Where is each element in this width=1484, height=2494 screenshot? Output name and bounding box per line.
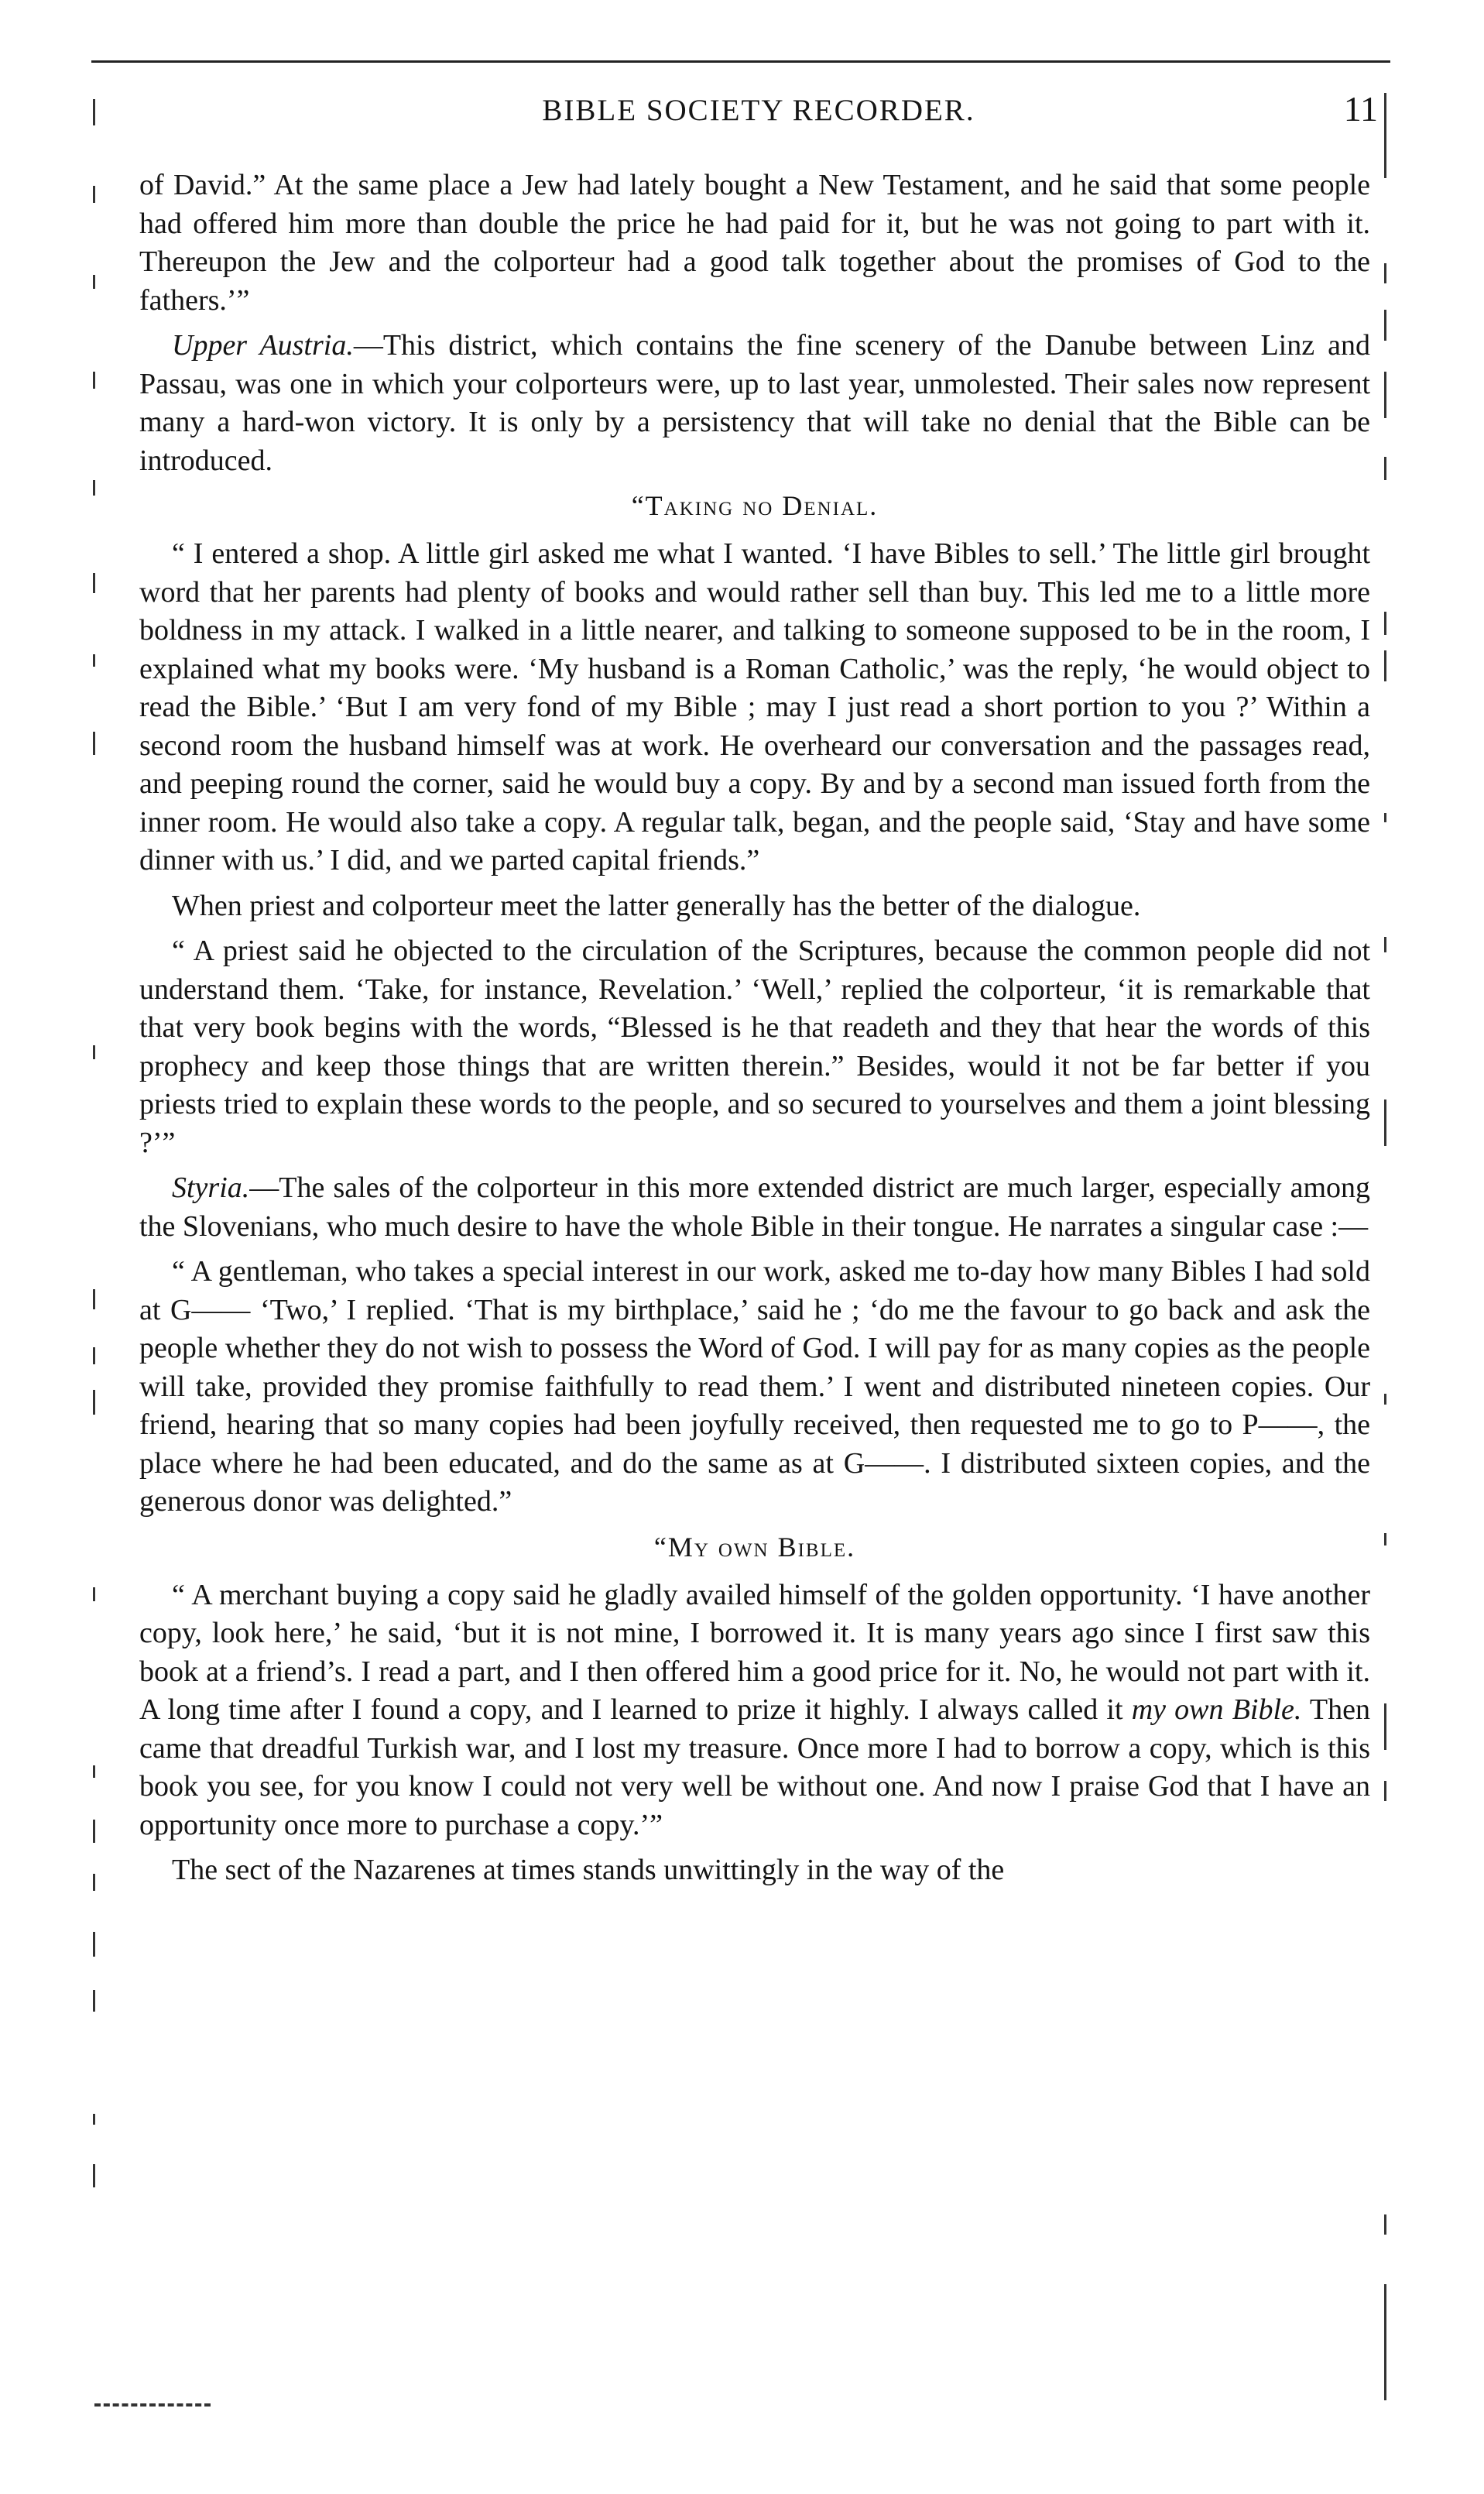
running-head: BIBLE SOCIETY RECORDER. bbox=[542, 94, 975, 127]
left-margin-marks bbox=[93, 77, 98, 2369]
paragraph-shop-story: “ I entered a shop. A little girl asked me what I wanted. ‘I have Bibles to sell.’ The little girl brought word that her parents had plenty of books and would rather sell than buy. This led me to a little more boldness in my attack. I walked in a little nearer, and talking to someone supposed to be in the room, I explained what my books were. ‘My husband is a Roman Catholic,’ was the reply, ‘he would object to read the Bible.’ ‘But I am very fond of my Bible ; may I just read a short portion to you ?’ Within a second room the husband himself was at work. He overheard our conversation and the passages read, and peeping round the corner, said he would buy a copy. By and by a second man issued forth from the inner room. He would also take a copy. A regular talk, began, and the people said, ‘Stay and have some dinner with us.’ I did, and we parted capital friends.” bbox=[139, 537, 1370, 877]
paragraph-continued: of David.” At the same place a Jew had lately bought a New Testament, and he said that some people had offered him more than double the price he had paid for it, but he was not going to part with it. Thereupon the Jew and the colporteur had a good talk together about the promises of God to the fathers.’” bbox=[139, 169, 1370, 317]
section-lead-upper-austria: Upper Austria. bbox=[172, 329, 354, 362]
paragraph-upper-austria-text: —This district, which contains the fine scenery of the Danube between Linz and Passau, was one in which your colporteurs were, up to last year, unmolested. Their sales now represent many a hard-won victory. It is only by a persistency that will take no denial that the Bible can be introduced. bbox=[139, 329, 1370, 477]
paragraph-styria bbox=[139, 1169, 1370, 1246]
paragraph-merchant bbox=[139, 1576, 1370, 1845]
paragraph-merchant-emphasis: my own Bible. bbox=[1131, 1693, 1302, 1726]
paragraph-merchant-text-b: Then came that dreadful Turkish war, and I lost my treasure. Once more I had to borrow a copy, which is this book you see, for you know I could not very well be without one. And now I praise God that I have an opportunity once more to purchase a copy.’” bbox=[139, 1693, 1370, 1841]
paragraph-merchant-text-a: “ A merchant buying a copy said he gladly availed himself of the golden opportunity. ‘I have another copy, look here,’ he said, ‘but it is not mine, I borrowed it. It is many years ago since I first saw this book at a friend’s. I read a part, and I then offered him a good price for it. No, he would not part with it. A long time after I found a copy, and I learned to prize it highly. I always called it bbox=[139, 1578, 1370, 1726]
paragraph-styria-text: —The sales of the colporteur in this more extended district are much larger, especially among the Slovenians, who much desire to have the whole Bible in their tongue. He narrates a singular case :— bbox=[139, 1172, 1370, 1243]
bottom-dashes bbox=[94, 2403, 211, 2407]
subheading-my-own-bible: “My own Bible. bbox=[653, 1531, 856, 1563]
paragraph-gentleman: “ A gentleman, who takes a special interest in our work, asked me to-day how many Bibles I had sold at G—— ‘Two,’ I replied. ‘That is my birthplace,’ said he ; ‘do me the favour to go back and ask the people whether they do not wish to possess the Word of God. I will pay for as many copies as the people will take, provided they promise faithfully to read them.’ I went and distributed nineteen copies. Our friend, hearing that so many copies had been joyfully received, then requested me to go to P——, the place where he had been educated, and do the same as at G——. I distributed sixteen copies, and the generous donor was delighted.” bbox=[139, 1255, 1370, 1518]
section-lead-styria: Styria. bbox=[172, 1172, 250, 1204]
page-header bbox=[139, 91, 1378, 138]
paragraph-priest-intro: When priest and colporteur meet the latter generally has the better of the dialogue. bbox=[172, 889, 1141, 922]
body-text bbox=[139, 166, 1370, 1897]
paragraph-priest-dialogue: “ A priest said he objected to the circulation of the Scriptures, because the common people did not understand them. ‘Take, for instance, Revelation.’ ‘Well,’ replied the colporteur, ‘it is remarkable that that very book begins with the words, “Blessed is he that readeth and they that hear the words of this prophecy and keep those things that are written therein.” Besides, would it not be far better if you priests tried to explain these words to the people, and so secured to yourselves and them a joint blessing ?’” bbox=[139, 935, 1370, 1159]
subheading-taking-no-denial: “Taking no Denial. bbox=[631, 490, 879, 521]
paragraph-upper-austria bbox=[139, 327, 1370, 480]
page-number: 11 bbox=[1343, 89, 1378, 129]
paragraph-nazarenes: The sect of the Nazarenes at times stands unwittingly in the way of the bbox=[172, 1854, 1005, 1886]
right-margin-marks bbox=[1384, 77, 1389, 2369]
top-rule bbox=[91, 60, 1390, 63]
